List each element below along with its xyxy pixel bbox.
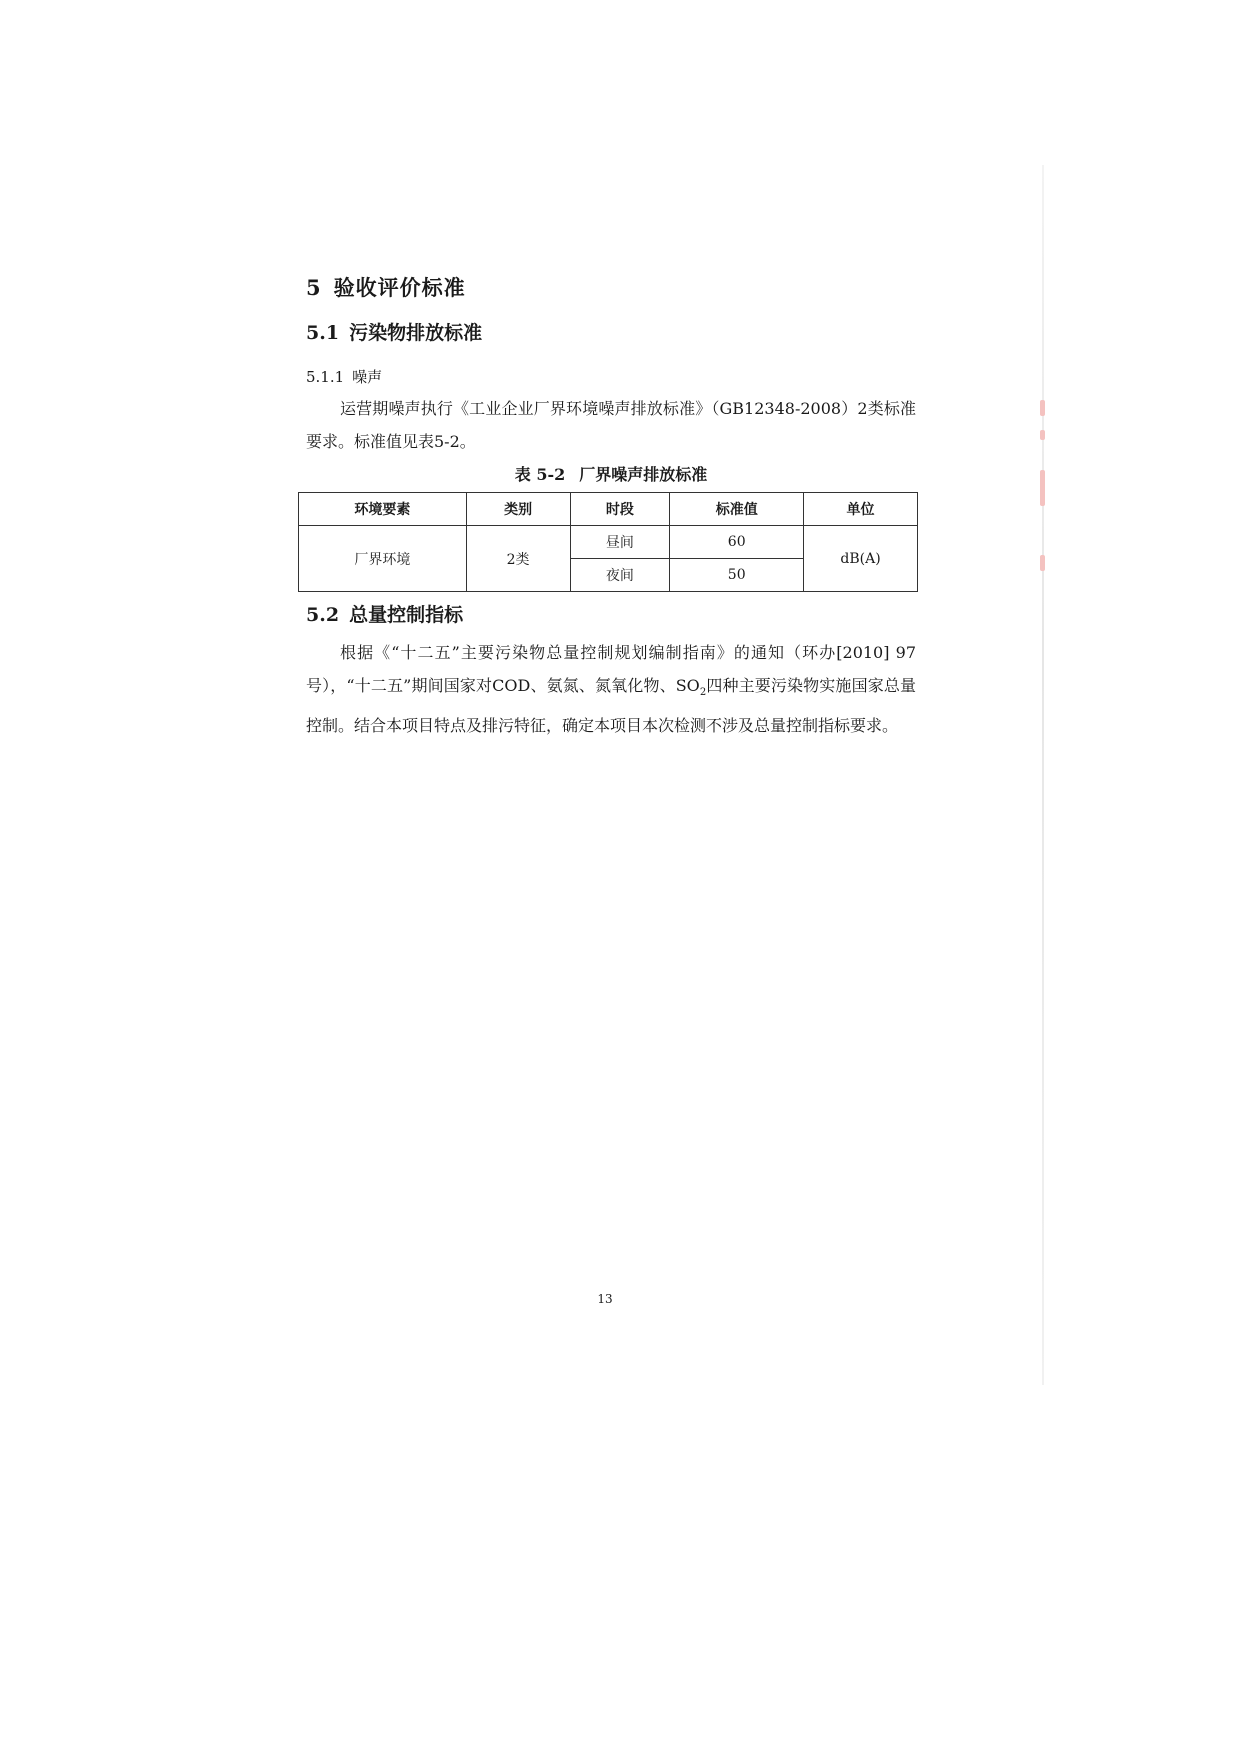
unit-cell: dB(A) [804,526,918,592]
table-caption [306,462,916,485]
paragraph-text: 四种主要污染物实施国家总量控制。结合本项目特点及排污特征，确定本项目本次检测不涉及总量控制指标要求。 [306,676,916,736]
category-cell: 2类 [466,526,570,592]
period-cell: 昼间 [570,526,670,559]
table-caption-title: 厂界噪声排放标准 [579,465,708,484]
element-cell: 厂界环境 [299,526,467,592]
subsubsection-number: 5.1.1 [306,368,345,386]
period-cell: 夜间 [570,559,670,592]
table-row [299,526,918,559]
total-control-paragraph [306,636,916,742]
header-cell: 单位 [804,493,918,526]
header-cell: 环境要素 [299,493,467,526]
table-header-row [299,493,918,526]
subsubsection-title: 噪声 [352,368,383,386]
noise-paragraph: 运营期噪声执行《工业企业厂界环境噪声排放标准》（GB12348-2008）2类标准要求。标准值见表5-2。 [306,399,916,451]
stamp-mark [1040,400,1045,416]
section-title: 验收评价标准 [333,275,466,300]
section-number: 5 [306,275,322,300]
value-cell: 50 [670,559,804,592]
header-cell: 类别 [466,493,570,526]
table-caption-number: 表 5-2 [514,465,566,484]
subscript: 2 [699,687,707,699]
page-number: 13 [597,1292,613,1306]
header-cell: 时段 [570,493,670,526]
header-cell: 标准值 [670,493,804,526]
subsection-heading-5-2 [306,600,463,627]
paragraph-text: 根据《“十二五”主要污染物总量控制规划编制指南》的通知（环办[2010] 97号），“十二五”期间国家对COD、氨氮、氮氧化物、SO [306,643,916,695]
subsubsection-heading [306,366,382,387]
scan-edge [1042,165,1044,1385]
subsection-title: 总量控制指标 [349,604,464,626]
value-cell: 60 [670,526,804,559]
subsection-number: 5.2 [306,604,340,626]
noise-standard-table [298,492,918,592]
subsection-number: 5.1 [306,322,340,344]
stamp-mark [1040,430,1045,440]
subsection-title: 污染物排放标准 [349,322,483,344]
section-heading [306,272,466,302]
stamp-mark [1040,555,1045,571]
subsection-heading-5-1 [306,318,482,345]
stamp-mark [1040,470,1045,506]
